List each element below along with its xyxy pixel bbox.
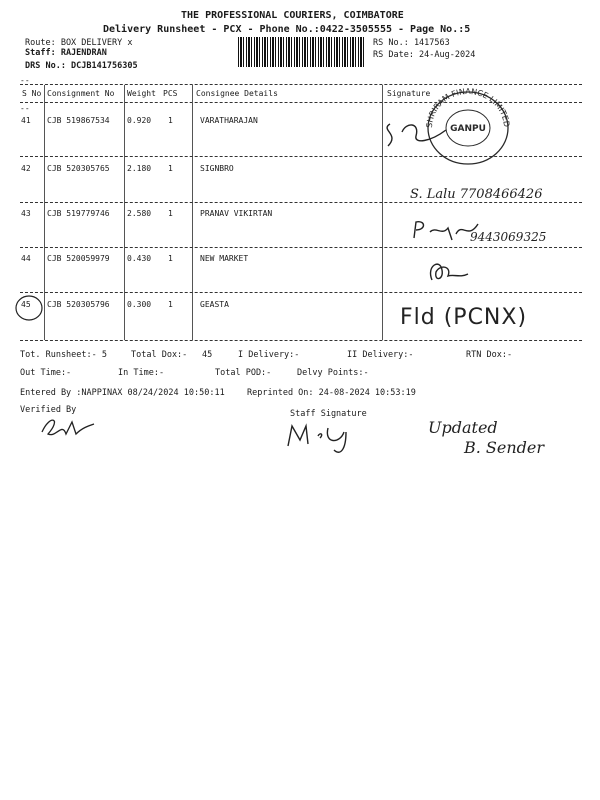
row-consignment: CJB 519779746 bbox=[47, 209, 110, 218]
phone-row43 bbox=[470, 226, 546, 245]
delvy-points: Delvy Points:- bbox=[297, 368, 369, 378]
row-consignee: PRANAV VIKIRTAN bbox=[200, 209, 273, 218]
row-consignee: GEASTA bbox=[200, 300, 229, 309]
row43-handwritten-number: 9443069325 bbox=[470, 230, 547, 244]
handwritten-circle bbox=[14, 294, 44, 326]
footer-note-line2: B. Sender bbox=[464, 438, 545, 457]
footer-note bbox=[428, 418, 544, 458]
row-sno: 41 bbox=[21, 116, 31, 125]
verified-signature bbox=[38, 412, 98, 446]
company-name: THE PROFESSIONAL COURIERS, COIMBATORE bbox=[181, 10, 404, 21]
stamp-center-text: GANPU bbox=[450, 124, 486, 134]
verified-by-label: Verified By bbox=[20, 405, 77, 415]
signature-row42 bbox=[410, 183, 542, 202]
row-consignee: NEW MARKET bbox=[200, 254, 249, 263]
in-time: In Time:- bbox=[118, 368, 165, 378]
drs-number: DRS No.: DCJB141756305 bbox=[25, 61, 138, 71]
i-delivery: I Delivery:- bbox=[238, 350, 300, 360]
footer-note-line1: Updated bbox=[428, 418, 498, 437]
row-sno: 43 bbox=[21, 209, 31, 218]
rtn-dox: RTN Dox:- bbox=[466, 350, 513, 360]
row-rule bbox=[20, 202, 582, 203]
runsheet-title: Delivery Runsheet - PCX - Phone No.:0422-3505555 - Page No.:5 bbox=[103, 24, 471, 35]
row-pcs: 1 bbox=[168, 300, 173, 309]
row42-handwritten-text: S. Lalu 7708466426 bbox=[410, 187, 543, 202]
stamp-text: SHRIRAM FINANCE LIMITED bbox=[424, 86, 512, 129]
row-rule bbox=[20, 292, 582, 293]
row-pcs: 1 bbox=[168, 116, 173, 125]
row-pcs: 1 bbox=[168, 209, 173, 218]
total-pod: Total POD:- bbox=[215, 368, 272, 378]
total-dox-label: Total Dox:- bbox=[131, 350, 188, 360]
col-header-pcs: PCS bbox=[163, 89, 178, 98]
row-consignment: CJB 520305796 bbox=[47, 300, 110, 309]
route-label: Route: BOX DELIVERY x bbox=[25, 38, 133, 48]
signature-row44 bbox=[424, 256, 474, 290]
col-divider bbox=[44, 85, 45, 340]
tot-runsheet: Tot. Runsheet:- 5 bbox=[20, 350, 107, 360]
dash-marker: -- bbox=[20, 104, 30, 113]
rs-number: RS No.: 1417563 bbox=[373, 38, 450, 48]
row-pcs: 1 bbox=[168, 254, 173, 263]
col-header-sno: S No bbox=[22, 89, 42, 98]
rs-date: RS Date: 24-Aug-2024 bbox=[373, 50, 476, 60]
row-weight: 0.430 bbox=[127, 254, 152, 263]
row-consignment: CJB 520059979 bbox=[47, 254, 110, 263]
row-sno: 44 bbox=[21, 254, 31, 263]
total-dox-value: 45 bbox=[202, 350, 213, 360]
col-header-consignment: Consignment No bbox=[47, 89, 115, 98]
row-consignment: CJB 520305765 bbox=[47, 164, 110, 173]
row-sno: 42 bbox=[21, 164, 31, 173]
row-weight: 2.180 bbox=[127, 164, 152, 173]
row-consignment: CJB 519867534 bbox=[47, 116, 110, 125]
entered-by: Entered By :NAPPINAX 08/24/2024 10:50:11 bbox=[20, 388, 225, 398]
row-sno: 45 bbox=[21, 300, 31, 309]
row45-handwritten-text: Fld (PCNX) bbox=[400, 305, 528, 330]
col-divider bbox=[124, 85, 125, 340]
out-time: Out Time:- bbox=[20, 368, 72, 378]
col-header-weight: Weight bbox=[127, 89, 156, 98]
row-consignee: VARATHARAJAN bbox=[200, 116, 258, 125]
row-rule bbox=[20, 247, 582, 248]
col-header-signature: Signature bbox=[387, 89, 431, 98]
col-header-consignee: Consignee Details bbox=[196, 89, 278, 98]
svg-text:SHRIRAM FINANCE LIMITED bbox=[425, 87, 511, 128]
table-bottom-rule bbox=[20, 340, 582, 341]
row-weight: 0.300 bbox=[127, 300, 152, 309]
barcode bbox=[238, 37, 366, 67]
ii-delivery: II Delivery:- bbox=[347, 350, 414, 360]
signature-row45 bbox=[400, 305, 527, 330]
finance-stamp bbox=[418, 84, 518, 168]
staff-signature-label: Staff Signature bbox=[290, 409, 367, 419]
row-consignee: SIGNBRO bbox=[200, 164, 234, 173]
dash-marker: -- bbox=[20, 76, 30, 85]
staff-signature bbox=[284, 420, 374, 464]
row-weight: 0.920 bbox=[127, 116, 152, 125]
row-pcs: 1 bbox=[168, 164, 173, 173]
col-divider bbox=[192, 85, 193, 340]
reprinted-on: Reprinted On: 24-08-2024 10:53:19 bbox=[247, 388, 416, 398]
staff-label: Staff: RAJENDRAN bbox=[25, 48, 107, 58]
row-weight: 2.580 bbox=[127, 209, 152, 218]
